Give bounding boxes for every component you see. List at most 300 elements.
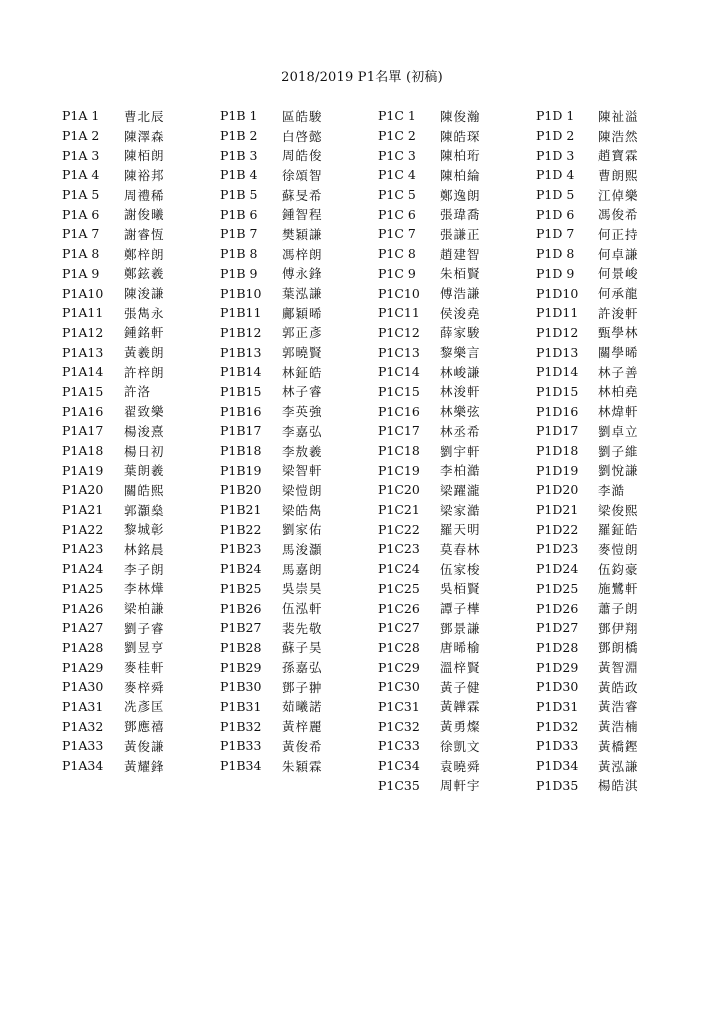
list-item (378, 185, 538, 205)
class-number: P1A29 (62, 659, 104, 675)
list-item (220, 579, 380, 599)
student-name: 朱穎霖 (282, 758, 323, 774)
student-name: 唐晞榆 (440, 640, 481, 656)
student-name: 許洛 (124, 384, 152, 400)
class-number: P1C25 (378, 580, 420, 596)
list-item (220, 618, 380, 638)
list-item (220, 283, 380, 303)
class-number: P1A27 (62, 620, 104, 636)
student-name: 黃俊希 (282, 738, 323, 754)
class-number: P1B22 (220, 521, 262, 537)
class-number: P1C 8 (378, 246, 416, 262)
list-item (220, 716, 380, 736)
student-name: 林峻謙 (440, 364, 481, 380)
list-item (378, 480, 538, 500)
student-name: 林銘晨 (124, 541, 165, 557)
student-name: 黃韡霖 (440, 699, 481, 715)
student-name: 楊皓淇 (598, 778, 639, 794)
student-name: 許梓朗 (124, 364, 165, 380)
class-number: P1A26 (62, 600, 104, 616)
student-name: 侯浚堯 (440, 305, 481, 321)
student-name: 梁俊熙 (598, 502, 639, 518)
class-number: P1A22 (62, 521, 104, 537)
class-number: P1B18 (220, 443, 262, 459)
student-name: 鄭逸朗 (440, 187, 481, 203)
class-number: P1B20 (220, 482, 262, 498)
class-number: P1A28 (62, 639, 104, 655)
class-column-c (378, 106, 538, 795)
list-item (220, 598, 380, 618)
class-number: P1A 7 (62, 226, 100, 242)
student-name: 林浚軒 (440, 384, 481, 400)
student-name: 何景峻 (598, 266, 639, 282)
student-name: 伍鈞豪 (598, 561, 639, 577)
student-name: 伍家梭 (440, 561, 481, 577)
student-name: 鄧朗橋 (598, 640, 639, 656)
list-item (62, 618, 222, 638)
class-number: P1D15 (536, 383, 579, 399)
student-name: 區皓駿 (282, 108, 323, 124)
student-name: 黃俊謙 (124, 738, 165, 754)
class-number: P1B14 (220, 364, 262, 380)
student-name: 鍾銘軒 (124, 325, 165, 341)
list-item (220, 165, 380, 185)
class-number: P1A 9 (62, 265, 100, 281)
list-item (536, 697, 696, 717)
list-item (62, 539, 222, 559)
list-item (220, 244, 380, 264)
student-name: 周軒宇 (440, 778, 481, 794)
class-number: P1B30 (220, 679, 262, 695)
student-name: 謝俊曦 (124, 207, 165, 223)
list-item (536, 618, 696, 638)
student-name: 羅天明 (440, 522, 481, 538)
list-item (378, 323, 538, 343)
class-number: P1D 4 (536, 167, 575, 183)
list-item (378, 539, 538, 559)
class-number: P1B15 (220, 383, 262, 399)
class-number: P1D17 (536, 423, 579, 439)
student-name: 蕭子朗 (598, 601, 639, 617)
class-number: P1B17 (220, 423, 262, 439)
student-name: 茹曦諾 (282, 699, 323, 715)
student-name: 周禮稀 (124, 187, 165, 203)
class-number: P1D 8 (536, 246, 575, 262)
list-item (536, 264, 696, 284)
list-item (536, 165, 696, 185)
class-number: P1C16 (378, 403, 420, 419)
class-number: P1A13 (62, 344, 104, 360)
student-name: 鄧伊翔 (598, 620, 639, 636)
list-item (536, 480, 696, 500)
class-number: P1A 4 (62, 167, 100, 183)
list-item (62, 362, 222, 382)
list-item (378, 401, 538, 421)
class-number: P1A31 (62, 698, 104, 714)
list-item (62, 638, 222, 658)
list-item (220, 323, 380, 343)
student-name: 周皓俊 (282, 148, 323, 164)
list-item (220, 460, 380, 480)
student-name: 梁智軒 (282, 463, 323, 479)
list-item (220, 126, 380, 146)
student-name: 馬嘉朗 (282, 561, 323, 577)
student-name: 李嘉弘 (282, 423, 323, 439)
student-name: 曹北辰 (124, 108, 165, 124)
class-number: P1B 2 (220, 128, 258, 144)
class-number: P1D31 (536, 698, 579, 714)
list-item (62, 736, 222, 756)
class-number: P1C10 (378, 285, 420, 301)
class-number: P1B 9 (220, 265, 258, 281)
list-item (62, 303, 222, 323)
list-item (536, 598, 696, 618)
class-number: P1D14 (536, 364, 579, 380)
student-name: 黃泓謙 (598, 758, 639, 774)
list-item (220, 106, 380, 126)
class-number: P1C12 (378, 324, 420, 340)
class-number: P1D 6 (536, 206, 575, 222)
list-item (220, 519, 380, 539)
student-name: 何正持 (598, 226, 639, 242)
class-number: P1D21 (536, 502, 579, 518)
student-name: 郭正彥 (282, 325, 323, 341)
class-number: P1B33 (220, 738, 262, 754)
class-number: P1A 8 (62, 246, 100, 262)
list-item (220, 559, 380, 579)
list-item (536, 677, 696, 697)
list-item (62, 165, 222, 185)
student-name: 鍾智程 (282, 207, 323, 223)
class-number: P1A17 (62, 423, 104, 439)
class-number: P1D30 (536, 679, 579, 695)
class-number: P1A16 (62, 403, 104, 419)
list-item (62, 657, 222, 677)
class-number: P1C24 (378, 561, 420, 577)
list-item (378, 500, 538, 520)
class-number: P1A24 (62, 561, 104, 577)
student-name: 薛家駿 (440, 325, 481, 341)
class-number: P1A 3 (62, 147, 100, 163)
list-item (62, 716, 222, 736)
list-item (536, 185, 696, 205)
list-item (536, 500, 696, 520)
class-number: P1C14 (378, 364, 420, 380)
list-item (62, 185, 222, 205)
class-number: P1A 2 (62, 128, 100, 144)
student-name: 鄭梓朗 (124, 246, 165, 262)
student-name: 白啓懿 (282, 128, 323, 144)
student-name: 孫嘉弘 (282, 660, 323, 676)
student-name: 馬浚灝 (282, 541, 323, 557)
list-item (62, 145, 222, 165)
list-item (62, 598, 222, 618)
list-item (536, 638, 696, 658)
student-name: 伍泓軒 (282, 601, 323, 617)
class-number: P1A34 (62, 758, 104, 774)
student-name: 陳栢朗 (124, 148, 165, 164)
student-name: 張謙正 (440, 226, 481, 242)
student-name: 朱栢賢 (440, 266, 481, 282)
student-name: 陳俊瀚 (440, 108, 481, 124)
list-item (62, 264, 222, 284)
student-name: 鄺穎晞 (282, 305, 323, 321)
class-column-d (536, 106, 696, 795)
class-number: P1D 2 (536, 128, 575, 144)
class-number: P1D29 (536, 659, 579, 675)
class-number: P1D22 (536, 521, 579, 537)
class-number: P1B28 (220, 639, 262, 655)
list-item (536, 716, 696, 736)
class-number: P1D 3 (536, 147, 575, 163)
list-item (536, 303, 696, 323)
class-column-b (220, 106, 380, 775)
student-name: 黎樂言 (440, 345, 481, 361)
list-item (378, 342, 538, 362)
class-number: P1A15 (62, 383, 104, 399)
student-name: 劉子維 (598, 443, 639, 459)
list-item (536, 756, 696, 776)
class-number: P1C13 (378, 344, 420, 360)
class-number: P1C11 (378, 305, 420, 321)
list-item (536, 441, 696, 461)
class-number: P1C26 (378, 600, 420, 616)
class-number: P1D 1 (536, 108, 575, 124)
student-name: 陳浚謙 (124, 286, 165, 302)
student-name: 徐頌智 (282, 167, 323, 183)
class-number: P1C35 (378, 777, 420, 793)
class-number: P1D28 (536, 639, 579, 655)
list-item (62, 500, 222, 520)
class-number: P1B11 (220, 305, 262, 321)
class-number: P1B10 (220, 285, 262, 301)
list-item (536, 775, 696, 795)
student-name: 溫梓賢 (440, 660, 481, 676)
class-number: P1B 4 (220, 167, 258, 183)
class-number: P1A11 (62, 305, 104, 321)
list-item (378, 697, 538, 717)
class-number: P1A21 (62, 502, 104, 518)
class-number: P1D23 (536, 541, 579, 557)
student-name: 鄧子翀 (282, 679, 323, 695)
list-item (536, 539, 696, 559)
class-number: P1C 7 (378, 226, 416, 242)
list-item (62, 382, 222, 402)
class-number: P1A18 (62, 443, 104, 459)
list-item (378, 618, 538, 638)
student-name: 陳皓琛 (440, 128, 481, 144)
student-name: 趙建智 (440, 246, 481, 262)
student-name: 郭灝燊 (124, 502, 165, 518)
student-name: 陳柏綸 (440, 167, 481, 183)
class-number: P1B27 (220, 620, 262, 636)
list-item (62, 401, 222, 421)
list-item (378, 716, 538, 736)
class-number: P1C 9 (378, 265, 416, 281)
student-name: 徐凱文 (440, 738, 481, 754)
student-name: 梁躍瀧 (440, 482, 481, 498)
list-item (62, 342, 222, 362)
list-item (378, 736, 538, 756)
class-number: P1B23 (220, 541, 262, 557)
list-item (220, 657, 380, 677)
list-item (378, 382, 538, 402)
list-item (62, 756, 222, 776)
list-item (220, 756, 380, 776)
class-number: P1C27 (378, 620, 420, 636)
class-number: P1D26 (536, 600, 579, 616)
list-item (220, 638, 380, 658)
class-number: P1B 8 (220, 246, 258, 262)
student-name: 劉昱亨 (124, 640, 165, 656)
class-number: P1A33 (62, 738, 104, 754)
class-number: P1A23 (62, 541, 104, 557)
class-number: P1D25 (536, 580, 579, 596)
class-number: P1C22 (378, 521, 420, 537)
student-name: 劉卓立 (598, 423, 639, 439)
list-item (220, 441, 380, 461)
student-name: 李英強 (282, 404, 323, 420)
class-number: P1D32 (536, 718, 579, 734)
class-number: P1A 5 (62, 187, 100, 203)
student-name: 鄧應禧 (124, 719, 165, 735)
class-number: P1A12 (62, 324, 104, 340)
student-name: 傅永鋒 (282, 266, 323, 282)
list-item (220, 342, 380, 362)
class-number: P1B 6 (220, 206, 258, 222)
student-name: 羅鉦皓 (598, 522, 639, 538)
list-item (378, 362, 538, 382)
list-item (62, 697, 222, 717)
list-item (536, 204, 696, 224)
class-number: P1A14 (62, 364, 104, 380)
student-name: 關皓熙 (124, 482, 165, 498)
student-name: 黃羲朗 (124, 345, 165, 361)
class-number: P1B12 (220, 324, 262, 340)
student-name: 林柏堯 (598, 384, 639, 400)
list-item (536, 342, 696, 362)
class-number: P1B32 (220, 718, 262, 734)
student-name: 梁柏謙 (124, 601, 165, 617)
class-number: P1D13 (536, 344, 579, 360)
student-name: 翟致樂 (124, 404, 165, 420)
student-name: 梁愷朗 (282, 482, 323, 498)
class-number: P1D 9 (536, 265, 575, 281)
class-number: P1D16 (536, 403, 579, 419)
class-number: P1B25 (220, 580, 262, 596)
list-item (62, 244, 222, 264)
student-name: 李敖羲 (282, 443, 323, 459)
student-name: 關學晞 (598, 345, 639, 361)
class-number: P1A 1 (62, 108, 100, 124)
student-name: 袁曉舜 (440, 758, 481, 774)
class-number: P1D33 (536, 738, 579, 754)
list-item (62, 283, 222, 303)
student-name: 陳裕邦 (124, 167, 165, 183)
student-name: 吳崇昊 (282, 581, 323, 597)
class-number: P1A32 (62, 718, 104, 734)
class-number: P1D 5 (536, 187, 575, 203)
list-item (536, 106, 696, 126)
list-item (536, 224, 696, 244)
list-item (220, 697, 380, 717)
student-name: 劉悅謙 (598, 463, 639, 479)
class-number: P1D 7 (536, 226, 575, 242)
student-name: 劉子睿 (124, 620, 165, 636)
class-number: P1B21 (220, 502, 262, 518)
student-name: 蘇子昊 (282, 640, 323, 656)
student-name: 何卓謙 (598, 246, 639, 262)
list-item (62, 126, 222, 146)
class-number: P1C19 (378, 462, 420, 478)
student-name: 張瑋喬 (440, 207, 481, 223)
list-item (536, 579, 696, 599)
class-number: P1B19 (220, 462, 262, 478)
list-item (536, 657, 696, 677)
student-name: 謝睿恆 (124, 226, 165, 242)
class-number: P1D11 (536, 305, 579, 321)
list-item (62, 204, 222, 224)
list-item (62, 323, 222, 343)
class-number: P1A10 (62, 285, 104, 301)
student-name: 曹朗熙 (598, 167, 639, 183)
student-name: 麥愷朗 (598, 541, 639, 557)
list-item (536, 559, 696, 579)
student-name: 黃梓麗 (282, 719, 323, 735)
list-item (378, 559, 538, 579)
student-name: 蘇旻希 (282, 187, 323, 203)
list-item (378, 421, 538, 441)
student-name: 樊穎謙 (282, 226, 323, 242)
list-item (536, 460, 696, 480)
class-number: P1B26 (220, 600, 262, 616)
student-name: 施鷺軒 (598, 581, 639, 597)
class-number: P1D19 (536, 462, 579, 478)
class-column-a (62, 106, 222, 775)
list-item (220, 224, 380, 244)
student-name: 陳祉溢 (598, 108, 639, 124)
student-name: 趙寶霖 (598, 148, 639, 164)
list-item (378, 224, 538, 244)
student-name: 馮俊希 (598, 207, 639, 223)
student-name: 張雋永 (124, 305, 165, 321)
class-number: P1B 7 (220, 226, 258, 242)
student-name: 黃智淵 (598, 660, 639, 676)
student-name: 梁皓雋 (282, 502, 323, 518)
student-name: 黃勇燦 (440, 719, 481, 735)
class-number: P1D18 (536, 443, 579, 459)
list-item (62, 106, 222, 126)
student-name: 許浚軒 (598, 305, 639, 321)
class-number: P1C17 (378, 423, 420, 439)
list-item (536, 145, 696, 165)
list-item (62, 519, 222, 539)
class-number: P1C21 (378, 502, 420, 518)
list-item (536, 421, 696, 441)
list-item (378, 244, 538, 264)
student-name: 麥梓舜 (124, 679, 165, 695)
class-number: P1D24 (536, 561, 579, 577)
list-item (536, 362, 696, 382)
list-item (378, 677, 538, 697)
list-item (536, 244, 696, 264)
class-number: P1A25 (62, 580, 104, 596)
class-number: P1C30 (378, 679, 420, 695)
class-number: P1C15 (378, 383, 420, 399)
class-number: P1C18 (378, 443, 420, 459)
class-number: P1D12 (536, 324, 579, 340)
list-item (378, 106, 538, 126)
